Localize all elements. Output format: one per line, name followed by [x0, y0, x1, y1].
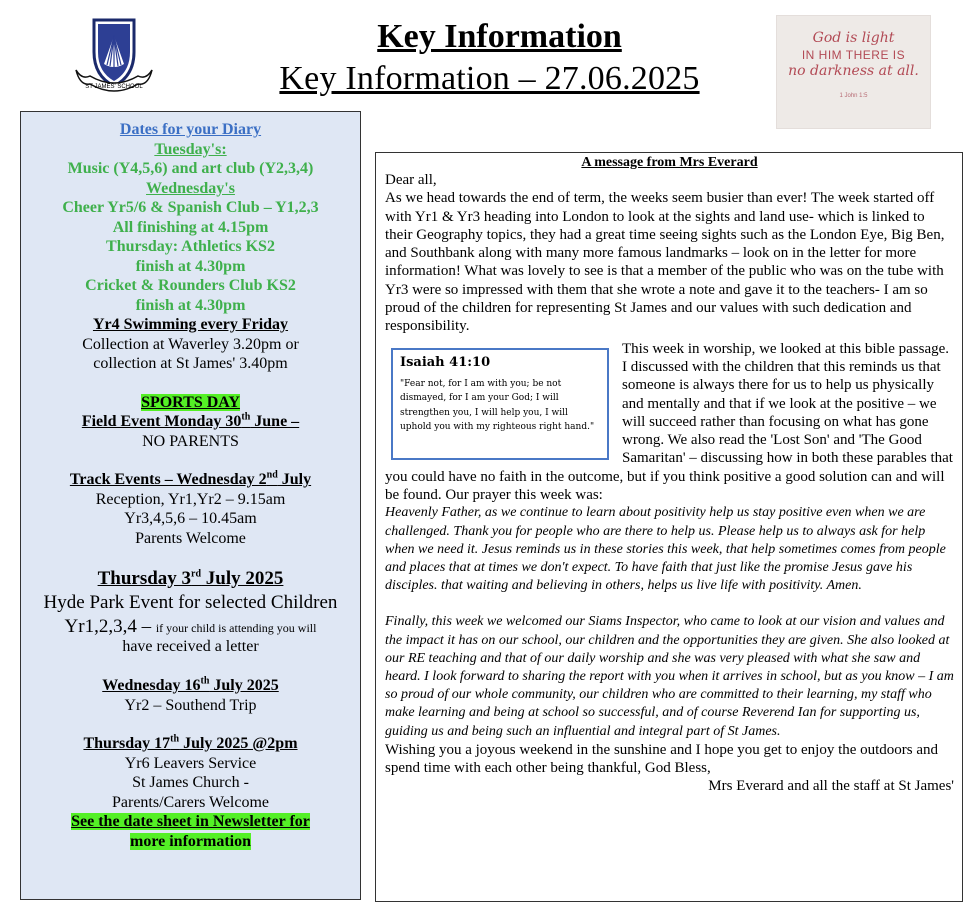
swimming-line1: Collection at Waverley 3.20pm or: [82, 335, 299, 353]
page-subtitle-date: Key Information – 27.06.2025: [279, 60, 700, 97]
track-events-month: July: [277, 471, 312, 488]
verse-card-image: [776, 15, 931, 129]
diary-heading: Dates for your Diary: [119, 121, 262, 138]
tuesday-item: Music (Y4,5,6) and art club (Y2,3,4): [67, 160, 314, 177]
wednesday-16th-sup: th: [200, 675, 210, 687]
thursday-17th-line3: Parents/Carers Welcome: [111, 793, 270, 811]
dates-diary-panel: [20, 111, 361, 900]
thursday-17th: [21, 734, 360, 754]
thursday-3rd-sup: rd: [191, 568, 202, 580]
thursday-17th-line2: St James Church -: [132, 774, 249, 791]
date-sheet-line1: See the date sheet in Newsletter for: [71, 813, 310, 830]
field-event: [21, 412, 360, 432]
thursday-17th-sup: th: [170, 733, 180, 745]
thursday-17th-month: July 2025 @2pm: [179, 735, 298, 752]
hyde-note1: if your child is attending you will: [155, 621, 317, 635]
verse-card-line3: no darkness at all.: [788, 63, 919, 79]
wednesday-heading: Wednesday's: [146, 179, 235, 197]
swimming-heading: Yr4 Swimming every Friday: [92, 316, 289, 333]
message-title: A message from Mrs Everard: [581, 155, 758, 170]
field-event-month: June –: [250, 413, 300, 430]
wednesday-16th-month: July 2025: [209, 677, 279, 694]
field-event-note: NO PARENTS: [142, 432, 239, 450]
message-paragraph-2: This week in worship, we looked at this bible passage. I discussed with the children that this reminds us that someone is always there for us to help us physically and mentally and that if we look at the positive – we will succeed rather than focusing on what has gone wrong. We also read the 'Lost Son' and 'The Good Samaritan' – discussing how in both these parables that you could have no faith in the outcome, but if you think positive a good solution can and will be found. Our prayer this week was:: [385, 340, 953, 504]
prayer-text: Heavenly Father, as we continue to learn about positivity help us stay positive even when we are challenged. Thank you for people who are there to help us. Please help us to always ask for help when we need it. Jesus reminds us in these stories this week, that help sometimes comes from people and places that at times we don't expect. To have faith that just like the promise Jesus gave his disciples. that waiting and believing in others, helps us live life with positivity. Amen.: [385, 505, 946, 594]
all-finish: All finishing at 4.15pm: [112, 218, 269, 236]
tuesday-heading: Tuesday's:: [154, 140, 227, 158]
signature: Mrs Everard and all the staff at St James': [708, 778, 954, 795]
wednesday-16th-date: Wednesday 16: [102, 677, 201, 694]
track-line1: Reception, Yr1,Yr2 – 9.15am: [95, 490, 286, 508]
thursday-3rd: [21, 567, 360, 591]
track-line3: Parents Welcome: [135, 529, 246, 547]
message-paragraph-1: As we head towards the end of term, the weeks seem busier than ever! The week started off with Yr1 & Yr3 heading into London to look at the sights and land use- which is linked to their Geography topics, they had a great time seeing sights such as the London Eye, Big Ben, and Southbank along with many more famous landmarks – look on in the letter for more information! What was lovely to see is that a member of the public who was on the tube with Yr3 were so impressed with them that she wrote a note and gave it to the teachers- I am so proud of the children for representing St James and our values with such dedication and responsibility.: [385, 190, 945, 335]
date-sheet-line2: more information: [129, 832, 251, 850]
siams-paragraph: Finally, this week we welcomed our Siams Inspector, who came to look at our vision and values and the impact it has on our school, our children and the opportunities they are given. She also looked at our RE teaching and that of our daily worship and she was very pleased with what she saw and heard. I look forward to sharing the report with you when it arrives in school, but as you know – I am so proud of our whole community, our children who are committed to their learning, my staff who make learning and being at school so successful, and of course Reverend Ian for supporting us, guiding us and being such an influential and integral part of St James.: [385, 614, 954, 739]
swimming-line2: collection at St James' 3.40pm: [93, 355, 288, 372]
closing-paragraph: Wishing you a joyous weekend in the sunshine and I hope you get to enjoy the outdoors and spend time with each other being thankful, God Bless,: [385, 741, 939, 777]
cricket-item: Cricket & Rounders Club KS2: [85, 277, 296, 294]
track-events-date: Track Events – Wednesday 2: [69, 471, 267, 488]
hyde-park: Hyde Park Event for selected Children: [43, 592, 338, 613]
hyde-note2: have received a letter: [122, 638, 259, 655]
verse-card-reference: 1 John 1:5: [839, 93, 868, 99]
message-box: [375, 152, 963, 902]
bible-verse-text: "Fear not, for I am with you; be not dismayed, for I am your God; I will strengthen you, I will help you, I will uphold you with my righteous right hand.": [400, 378, 595, 433]
field-event-sup: th: [241, 411, 251, 423]
thursday-item: Thursday: Athletics KS2: [106, 238, 275, 255]
field-event-date: Field Event Monday 30: [81, 413, 242, 430]
page-title: Key Information: [377, 18, 622, 55]
wednesday-16th: [21, 676, 360, 696]
bible-verse-reference: Isaiah 41:10: [400, 354, 491, 370]
hyde-years-row: [21, 615, 360, 640]
wednesday-item: Cheer Yr5/6 & Spanish Club – Y1,2,3: [62, 199, 319, 216]
thursday-17th-line1: Yr6 Leavers Service: [124, 754, 257, 772]
sports-day-heading: SPORTS DAY: [141, 393, 240, 411]
cricket-finish: finish at 4.30pm: [135, 296, 246, 314]
track-events-sup: nd: [266, 469, 278, 481]
verse-card-line2: IN HIM THERE IS: [801, 48, 906, 62]
thursday-3rd-date: Thursday 3: [97, 568, 192, 589]
logo-text: ST JAMES' SCHOOL: [85, 84, 143, 90]
bible-verse-box: [391, 348, 609, 460]
track-line2: Yr3,4,5,6 – 10.45am: [124, 510, 257, 527]
greeting: Dear all,: [385, 172, 437, 188]
thursday-finish: finish at 4.30pm: [135, 257, 246, 275]
verse-card-line1: God is light: [812, 30, 895, 46]
hyde-years: Yr1,2,3,4 –: [64, 616, 156, 637]
wednesday-16th-item: Yr2 – Southend Trip: [124, 696, 257, 714]
track-events: [21, 470, 360, 490]
thursday-3rd-month: July 2025: [201, 568, 284, 589]
thursday-17th-date: Thursday 17: [83, 735, 171, 752]
